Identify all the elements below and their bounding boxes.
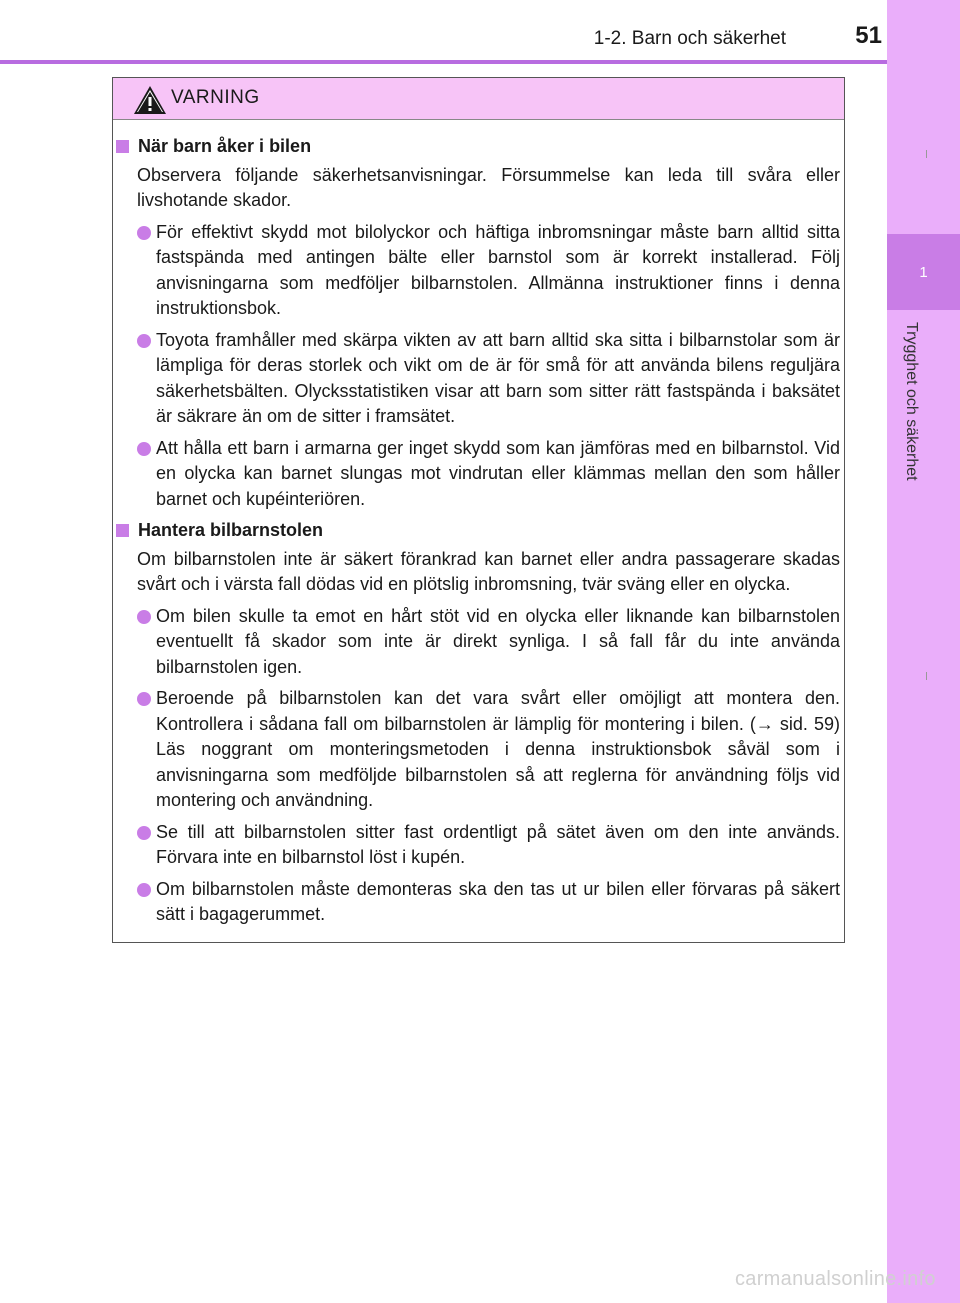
- list-item: Toyota framhåller med skärpa vikten av att barn alltid ska sitta i bilbarnstolar som är lämpliga för deras storlek och vikt om de är för små för att använda bilens reguljära säkerhetsbälten. Olycksstatistiken visar att barn som sitter rätt fastspända i baksätet är säkrare än om de sitter i framsätet.: [116, 328, 840, 430]
- warning-label: VARNING: [171, 87, 260, 108]
- section-intro: Observera följande säkerhetsanvisningar. Försummelse kan leda till svåra eller livshotande skador.: [137, 164, 840, 210]
- circle-bullet-icon: [137, 334, 151, 348]
- list-item: Om bilbarnstolen måste demonteras ska den tas ut ur bilen eller förvaras på säkert sätt i bagagerummet.: [116, 877, 840, 928]
- list-item: För effektivt skydd mot bilolyckor och häftiga inbromsningar måste barn alltid sitta fastspända med antingen bälte eller barnstol som är korrekt installerad. Följ anvisningarna som medföljer bilbarnstolen. Allmänna instruktioner finns i denna instruktionsbok.: [116, 220, 840, 322]
- circle-bullet-icon: [137, 883, 151, 897]
- section-heading: Hantera bilbarnstolen: [116, 518, 840, 544]
- section-intro: Om bilbarnstolen inte är säkert förankrad kan barnet eller andra passagerare skadas svårt och i värsta fall dödas vid en plötslig inbromsning, tvär sväng eller en olycka.: [137, 548, 840, 594]
- list-item: Beroende på bilbarnstolen kan det vara svårt eller omöjligt att montera den. Kontrollera i sådana fall om bilbarnstolen är lämplig för montering i bilen. (→ sid. 59) Läs noggrant om monteringsmetoden i denna instruktionsbok såväl som i anvisningarna som medföljde bilbarnstolen så att reglerna för användning följs vid montering och användning.: [116, 686, 840, 814]
- circle-bullet-icon: [137, 610, 151, 624]
- list-item: Se till att bilbarnstolen sitter fast ordentligt på sätet även om den inte används. Förvara inte en bilbarnstol löst i kupén.: [116, 820, 840, 871]
- section-title: 1-2. Barn och säkerhet: [593, 28, 786, 49]
- circle-bullet-icon: [137, 692, 151, 706]
- square-bullet-icon: [116, 140, 129, 153]
- circle-bullet-icon: [137, 826, 151, 840]
- warning-triangle-icon: [133, 85, 167, 115]
- square-bullet-icon: [116, 524, 129, 537]
- page-number: 51: [855, 22, 882, 49]
- warning-header: [113, 78, 844, 120]
- circle-bullet-icon: [137, 442, 151, 456]
- section-heading: När barn åker i bilen: [116, 134, 840, 160]
- header-divider: [0, 60, 887, 64]
- side-tick-mark: [926, 672, 927, 680]
- watermark: carmanualsonline.info: [735, 1268, 936, 1290]
- side-tick-mark: [926, 150, 927, 158]
- chapter-label: Trygghet och säkerhet: [903, 322, 920, 481]
- list-item: Om bilen skulle ta emot en hårt stöt vid en olycka eller liknande kan bilbarnstolen eventuellt få skador som inte är direkt synliga. I så fall får du inte använda bilbarnstolen igen.: [116, 604, 840, 681]
- side-tab-strip: [887, 0, 960, 1303]
- warning-content: [116, 134, 840, 928]
- chapter-number-tab: 1: [887, 234, 960, 310]
- circle-bullet-icon: [137, 226, 151, 240]
- list-item: Att hålla ett barn i armarna ger inget skydd som kan jämföras med en bilbarnstol. Vid en olycka kan barnet slungas mot vindrutan eller klämmas mellan den som håller barnet och kupéinteriören.: [116, 436, 840, 513]
